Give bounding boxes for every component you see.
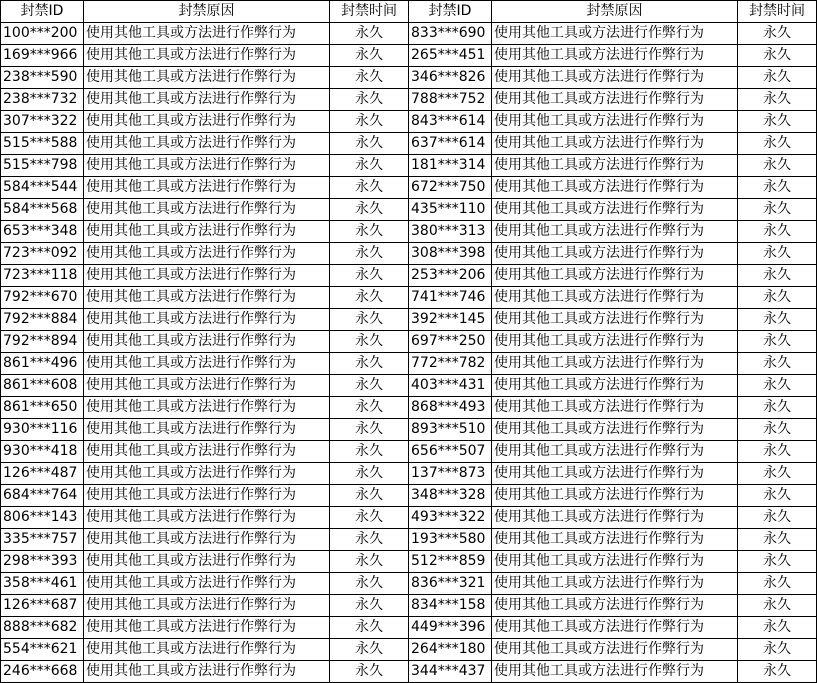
ban-reason-cell: 使用其他工具或方法进行作弊行为 xyxy=(492,23,738,45)
ban-id-cell: 861***608 xyxy=(1,375,84,397)
ban-id-cell: 100***200 xyxy=(1,23,84,45)
table-row xyxy=(1,661,817,683)
ban-duration-cell: 永久 xyxy=(738,485,817,507)
ban-duration-cell: 永久 xyxy=(330,419,409,441)
ban-id-cell: 515***588 xyxy=(1,133,84,155)
ban-duration-cell: 永久 xyxy=(738,287,817,309)
table-row xyxy=(1,331,817,353)
ban-duration-cell: 永久 xyxy=(738,265,817,287)
table-row xyxy=(1,243,817,265)
ban-id-cell: 346***826 xyxy=(409,67,492,89)
table-header xyxy=(1,1,817,23)
table-row xyxy=(1,111,817,133)
ban-duration-cell: 永久 xyxy=(738,529,817,551)
ban-duration-cell: 永久 xyxy=(738,89,817,111)
ban-duration-cell: 永久 xyxy=(330,177,409,199)
ban-id-cell: 772***782 xyxy=(409,353,492,375)
ban-reason-cell: 使用其他工具或方法进行作弊行为 xyxy=(492,45,738,67)
table-row xyxy=(1,485,817,507)
ban-duration-cell: 永久 xyxy=(738,661,817,683)
ban-id-cell: 861***650 xyxy=(1,397,84,419)
ban-duration-cell: 永久 xyxy=(330,309,409,331)
ban-duration-cell: 永久 xyxy=(738,639,817,661)
ban-id-cell: 697***250 xyxy=(409,331,492,353)
ban-reason-cell: 使用其他工具或方法进行作弊行为 xyxy=(84,89,330,111)
ban-id-cell: 653***348 xyxy=(1,221,84,243)
ban-reason-cell: 使用其他工具或方法进行作弊行为 xyxy=(492,595,738,617)
table-row xyxy=(1,177,817,199)
ban-id-cell: 834***158 xyxy=(409,595,492,617)
ban-reason-cell: 使用其他工具或方法进行作弊行为 xyxy=(84,331,330,353)
ban-reason-cell: 使用其他工具或方法进行作弊行为 xyxy=(492,529,738,551)
header-ban-duration: 封禁时间 xyxy=(330,1,409,23)
ban-id-cell: 792***670 xyxy=(1,287,84,309)
header-ban-duration: 封禁时间 xyxy=(738,1,817,23)
ban-duration-cell: 永久 xyxy=(738,177,817,199)
ban-duration-cell: 永久 xyxy=(738,419,817,441)
ban-id-cell: 344***437 xyxy=(409,661,492,683)
ban-duration-cell: 永久 xyxy=(330,89,409,111)
ban-reason-cell: 使用其他工具或方法进行作弊行为 xyxy=(492,309,738,331)
ban-reason-cell: 使用其他工具或方法进行作弊行为 xyxy=(84,221,330,243)
ban-duration-cell: 永久 xyxy=(330,155,409,177)
ban-id-cell: 181***314 xyxy=(409,155,492,177)
ban-id-cell: 843***614 xyxy=(409,111,492,133)
table-row xyxy=(1,375,817,397)
header-ban-id: 封禁ID xyxy=(1,1,84,23)
ban-duration-cell: 永久 xyxy=(738,221,817,243)
ban-id-cell: 392***145 xyxy=(409,309,492,331)
ban-id-cell: 836***321 xyxy=(409,573,492,595)
ban-reason-cell: 使用其他工具或方法进行作弊行为 xyxy=(492,551,738,573)
ban-duration-cell: 永久 xyxy=(738,397,817,419)
ban-reason-cell: 使用其他工具或方法进行作弊行为 xyxy=(492,573,738,595)
ban-reason-cell: 使用其他工具或方法进行作弊行为 xyxy=(492,199,738,221)
ban-id-cell: 307***322 xyxy=(1,111,84,133)
ban-duration-cell: 永久 xyxy=(330,133,409,155)
ban-id-cell: 792***884 xyxy=(1,309,84,331)
ban-duration-cell: 永久 xyxy=(330,441,409,463)
ban-id-cell: 449***396 xyxy=(409,617,492,639)
ban-duration-cell: 永久 xyxy=(330,463,409,485)
ban-duration-cell: 永久 xyxy=(738,353,817,375)
ban-duration-cell: 永久 xyxy=(330,199,409,221)
ban-id-cell: 264***180 xyxy=(409,639,492,661)
ban-duration-cell: 永久 xyxy=(330,529,409,551)
ban-id-cell: 656***507 xyxy=(409,441,492,463)
ban-id-cell: 806***143 xyxy=(1,507,84,529)
ban-id-cell: 265***451 xyxy=(409,45,492,67)
ban-reason-cell: 使用其他工具或方法进行作弊行为 xyxy=(84,507,330,529)
ban-id-cell: 358***461 xyxy=(1,573,84,595)
ban-id-cell: 126***687 xyxy=(1,595,84,617)
table-row xyxy=(1,89,817,111)
ban-reason-cell: 使用其他工具或方法进行作弊行为 xyxy=(492,67,738,89)
table-row xyxy=(1,287,817,309)
ban-duration-cell: 永久 xyxy=(738,441,817,463)
ban-reason-cell: 使用其他工具或方法进行作弊行为 xyxy=(84,177,330,199)
ban-reason-cell: 使用其他工具或方法进行作弊行为 xyxy=(84,419,330,441)
ban-id-cell: 169***966 xyxy=(1,45,84,67)
ban-reason-cell: 使用其他工具或方法进行作弊行为 xyxy=(84,45,330,67)
ban-reason-cell: 使用其他工具或方法进行作弊行为 xyxy=(84,353,330,375)
ban-reason-cell: 使用其他工具或方法进行作弊行为 xyxy=(492,243,738,265)
ban-duration-cell: 永久 xyxy=(330,485,409,507)
ban-reason-cell: 使用其他工具或方法进行作弊行为 xyxy=(492,661,738,683)
ban-reason-cell: 使用其他工具或方法进行作弊行为 xyxy=(84,375,330,397)
header-ban-id: 封禁ID xyxy=(409,1,492,23)
ban-duration-cell: 永久 xyxy=(330,573,409,595)
ban-id-cell: 515***798 xyxy=(1,155,84,177)
ban-id-cell: 741***746 xyxy=(409,287,492,309)
ban-duration-cell: 永久 xyxy=(330,353,409,375)
table-row xyxy=(1,45,817,67)
ban-duration-cell: 永久 xyxy=(330,639,409,661)
ban-duration-cell: 永久 xyxy=(330,243,409,265)
ban-duration-cell: 永久 xyxy=(738,551,817,573)
ban-id-cell: 253***206 xyxy=(409,265,492,287)
ban-id-cell: 246***668 xyxy=(1,661,84,683)
ban-duration-cell: 永久 xyxy=(738,507,817,529)
table-row xyxy=(1,507,817,529)
ban-reason-cell: 使用其他工具或方法进行作弊行为 xyxy=(492,485,738,507)
table-row xyxy=(1,155,817,177)
table-row xyxy=(1,353,817,375)
ban-duration-cell: 永久 xyxy=(738,23,817,45)
table-row xyxy=(1,639,817,661)
ban-reason-cell: 使用其他工具或方法进行作弊行为 xyxy=(492,155,738,177)
ban-reason-cell: 使用其他工具或方法进行作弊行为 xyxy=(492,507,738,529)
ban-id-cell: 861***496 xyxy=(1,353,84,375)
ban-reason-cell: 使用其他工具或方法进行作弊行为 xyxy=(492,441,738,463)
ban-duration-cell: 永久 xyxy=(330,551,409,573)
ban-id-cell: 308***398 xyxy=(409,243,492,265)
ban-duration-cell: 永久 xyxy=(738,617,817,639)
ban-id-cell: 348***328 xyxy=(409,485,492,507)
ban-id-cell: 888***682 xyxy=(1,617,84,639)
ban-reason-cell: 使用其他工具或方法进行作弊行为 xyxy=(84,199,330,221)
table-row xyxy=(1,617,817,639)
table-row xyxy=(1,133,817,155)
ban-duration-cell: 永久 xyxy=(330,67,409,89)
header-ban-reason: 封禁原因 xyxy=(84,1,330,23)
ban-duration-cell: 永久 xyxy=(738,595,817,617)
ban-id-cell: 788***752 xyxy=(409,89,492,111)
ban-id-cell: 126***487 xyxy=(1,463,84,485)
ban-duration-cell: 永久 xyxy=(330,375,409,397)
ban-id-cell: 833***690 xyxy=(409,23,492,45)
ban-reason-cell: 使用其他工具或方法进行作弊行为 xyxy=(492,397,738,419)
ban-id-cell: 512***859 xyxy=(409,551,492,573)
ban-id-cell: 554***621 xyxy=(1,639,84,661)
ban-reason-cell: 使用其他工具或方法进行作弊行为 xyxy=(492,265,738,287)
ban-reason-cell: 使用其他工具或方法进行作弊行为 xyxy=(492,111,738,133)
ban-reason-cell: 使用其他工具或方法进行作弊行为 xyxy=(492,639,738,661)
ban-reason-cell: 使用其他工具或方法进行作弊行为 xyxy=(492,221,738,243)
table-row xyxy=(1,441,817,463)
ban-id-cell: 684***764 xyxy=(1,485,84,507)
table-row xyxy=(1,199,817,221)
ban-id-cell: 584***568 xyxy=(1,199,84,221)
ban-id-cell: 380***313 xyxy=(409,221,492,243)
ban-duration-cell: 永久 xyxy=(738,67,817,89)
ban-id-cell: 930***418 xyxy=(1,441,84,463)
ban-reason-cell: 使用其他工具或方法进行作弊行为 xyxy=(84,441,330,463)
ban-id-cell: 335***757 xyxy=(1,529,84,551)
ban-reason-cell: 使用其他工具或方法进行作弊行为 xyxy=(84,551,330,573)
table-row xyxy=(1,419,817,441)
ban-duration-cell: 永久 xyxy=(738,199,817,221)
ban-duration-cell: 永久 xyxy=(738,375,817,397)
ban-duration-cell: 永久 xyxy=(330,397,409,419)
ban-reason-cell: 使用其他工具或方法进行作弊行为 xyxy=(84,155,330,177)
ban-reason-cell: 使用其他工具或方法进行作弊行为 xyxy=(492,419,738,441)
table-row xyxy=(1,573,817,595)
ban-id-cell: 238***590 xyxy=(1,67,84,89)
table-row xyxy=(1,23,817,45)
ban-reason-cell: 使用其他工具或方法进行作弊行为 xyxy=(492,463,738,485)
ban-duration-cell: 永久 xyxy=(330,617,409,639)
ban-reason-cell: 使用其他工具或方法进行作弊行为 xyxy=(84,309,330,331)
ban-reason-cell: 使用其他工具或方法进行作弊行为 xyxy=(492,133,738,155)
ban-id-cell: 723***118 xyxy=(1,265,84,287)
ban-id-cell: 868***493 xyxy=(409,397,492,419)
ban-id-cell: 137***873 xyxy=(409,463,492,485)
ban-reason-cell: 使用其他工具或方法进行作弊行为 xyxy=(84,639,330,661)
table-row xyxy=(1,551,817,573)
ban-duration-cell: 永久 xyxy=(738,111,817,133)
ban-reason-cell: 使用其他工具或方法进行作弊行为 xyxy=(84,133,330,155)
ban-duration-cell: 永久 xyxy=(330,507,409,529)
ban-reason-cell: 使用其他工具或方法进行作弊行为 xyxy=(492,331,738,353)
ban-reason-cell: 使用其他工具或方法进行作弊行为 xyxy=(492,353,738,375)
table-row xyxy=(1,463,817,485)
ban-id-cell: 193***580 xyxy=(409,529,492,551)
ban-reason-cell: 使用其他工具或方法进行作弊行为 xyxy=(84,463,330,485)
table-row xyxy=(1,265,817,287)
ban-reason-cell: 使用其他工具或方法进行作弊行为 xyxy=(84,485,330,507)
header-row xyxy=(1,1,817,23)
ban-duration-cell: 永久 xyxy=(330,331,409,353)
ban-duration-cell: 永久 xyxy=(330,111,409,133)
ban-duration-cell: 永久 xyxy=(738,133,817,155)
ban-id-cell: 672***750 xyxy=(409,177,492,199)
table-row xyxy=(1,67,817,89)
ban-reason-cell: 使用其他工具或方法进行作弊行为 xyxy=(84,23,330,45)
ban-reason-cell: 使用其他工具或方法进行作弊行为 xyxy=(84,617,330,639)
ban-reason-cell: 使用其他工具或方法进行作弊行为 xyxy=(84,67,330,89)
ban-id-cell: 584***544 xyxy=(1,177,84,199)
ban-id-cell: 930***116 xyxy=(1,419,84,441)
ban-duration-cell: 永久 xyxy=(738,463,817,485)
table-row xyxy=(1,309,817,331)
ban-duration-cell: 永久 xyxy=(738,155,817,177)
ban-duration-cell: 永久 xyxy=(330,265,409,287)
ban-duration-cell: 永久 xyxy=(738,243,817,265)
ban-reason-cell: 使用其他工具或方法进行作弊行为 xyxy=(84,595,330,617)
ban-id-cell: 637***614 xyxy=(409,133,492,155)
ban-duration-cell: 永久 xyxy=(330,45,409,67)
ban-reason-cell: 使用其他工具或方法进行作弊行为 xyxy=(84,265,330,287)
ban-id-cell: 493***322 xyxy=(409,507,492,529)
ban-duration-cell: 永久 xyxy=(330,221,409,243)
ban-reason-cell: 使用其他工具或方法进行作弊行为 xyxy=(84,573,330,595)
ban-reason-cell: 使用其他工具或方法进行作弊行为 xyxy=(492,375,738,397)
ban-duration-cell: 永久 xyxy=(330,661,409,683)
table-row xyxy=(1,397,817,419)
ban-reason-cell: 使用其他工具或方法进行作弊行为 xyxy=(492,287,738,309)
ban-duration-cell: 永久 xyxy=(738,309,817,331)
ban-id-cell: 893***510 xyxy=(409,419,492,441)
ban-id-cell: 298***393 xyxy=(1,551,84,573)
table-row xyxy=(1,221,817,243)
ban-reason-cell: 使用其他工具或方法进行作弊行为 xyxy=(492,617,738,639)
ban-reason-cell: 使用其他工具或方法进行作弊行为 xyxy=(84,287,330,309)
ban-reason-cell: 使用其他工具或方法进行作弊行为 xyxy=(492,89,738,111)
ban-duration-cell: 永久 xyxy=(330,595,409,617)
header-ban-reason: 封禁原因 xyxy=(492,1,738,23)
ban-reason-cell: 使用其他工具或方法进行作弊行为 xyxy=(84,111,330,133)
ban-reason-cell: 使用其他工具或方法进行作弊行为 xyxy=(84,529,330,551)
ban-id-cell: 403***431 xyxy=(409,375,492,397)
ban-duration-cell: 永久 xyxy=(330,23,409,45)
ban-duration-cell: 永久 xyxy=(738,45,817,67)
ban-id-cell: 238***732 xyxy=(1,89,84,111)
ban-reason-cell: 使用其他工具或方法进行作弊行为 xyxy=(84,661,330,683)
ban-duration-cell: 永久 xyxy=(330,287,409,309)
ban-duration-cell: 永久 xyxy=(738,573,817,595)
table-row xyxy=(1,529,817,551)
ban-reason-cell: 使用其他工具或方法进行作弊行为 xyxy=(492,177,738,199)
ban-reason-cell: 使用其他工具或方法进行作弊行为 xyxy=(84,397,330,419)
ban-duration-cell: 永久 xyxy=(738,331,817,353)
ban-id-cell: 723***092 xyxy=(1,243,84,265)
table-body xyxy=(1,23,817,683)
ban-id-cell: 792***894 xyxy=(1,331,84,353)
ban-reason-cell: 使用其他工具或方法进行作弊行为 xyxy=(84,243,330,265)
ban-id-cell: 435***110 xyxy=(409,199,492,221)
table-row xyxy=(1,595,817,617)
